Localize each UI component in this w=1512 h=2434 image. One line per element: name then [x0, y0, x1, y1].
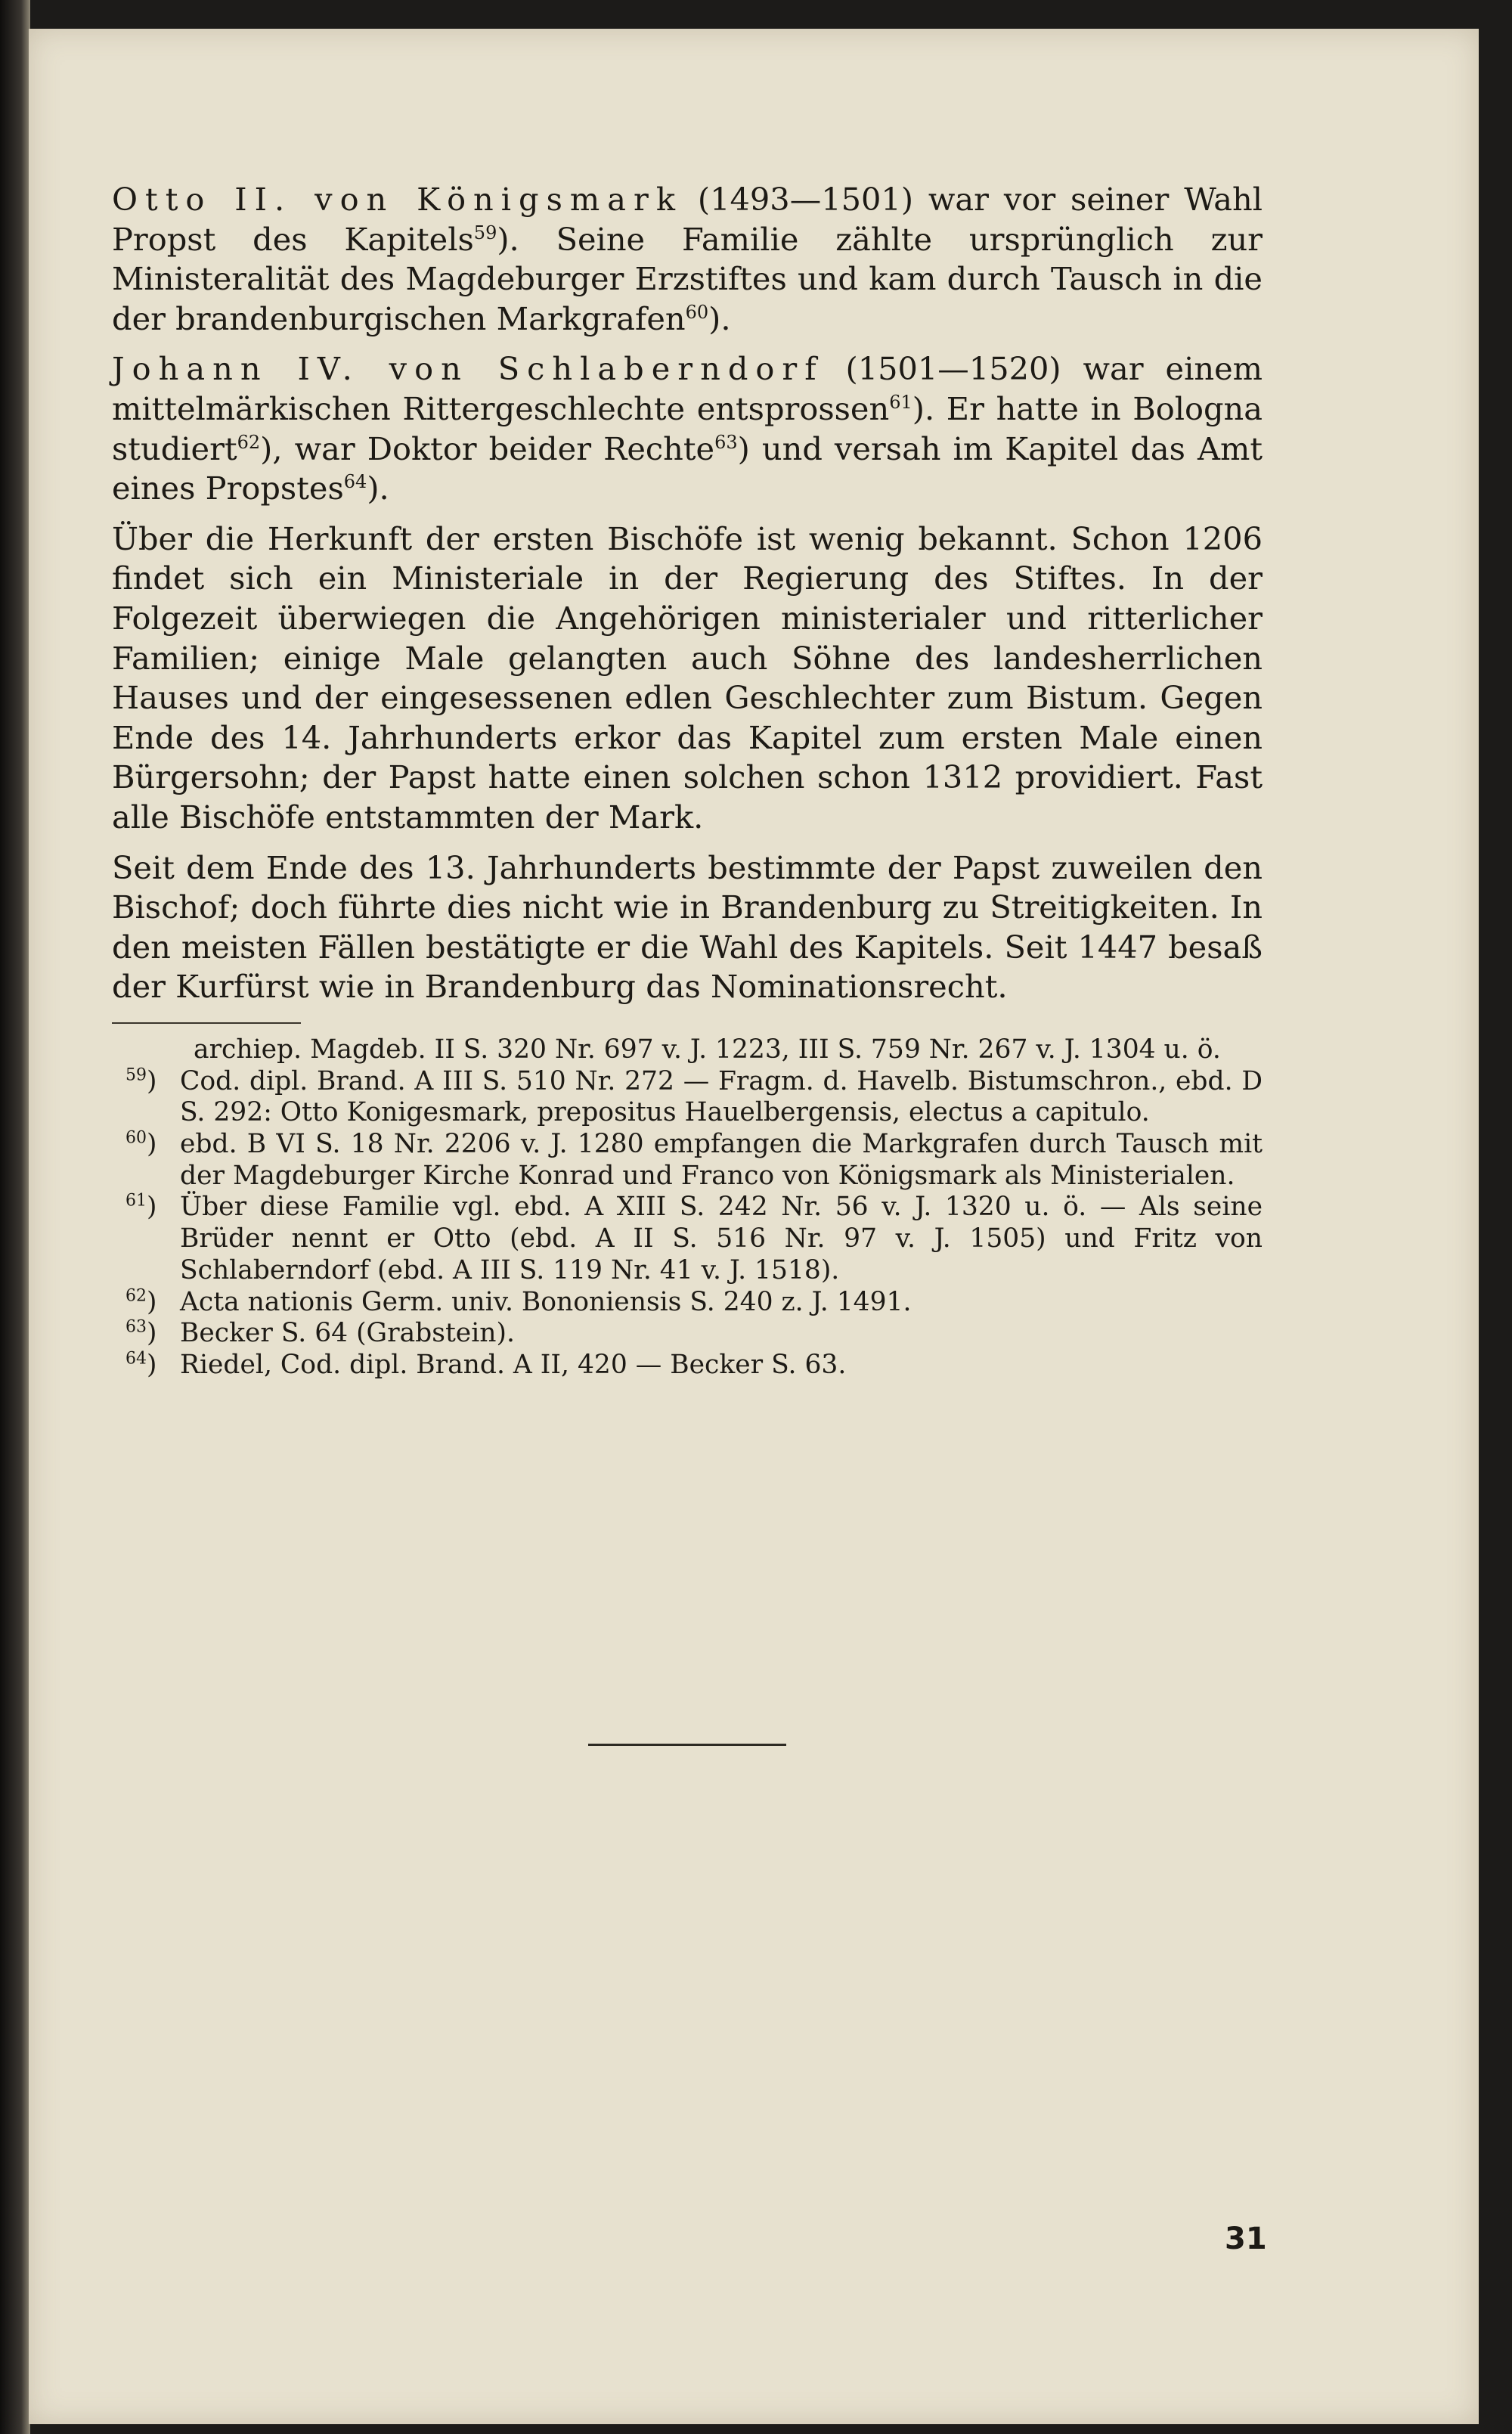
- footnote-number: $^{59}$): [125, 1065, 157, 1096]
- paragraph-otto: [112, 180, 1263, 339]
- footnote-ref: 61: [889, 392, 912, 414]
- paragraph-nomination: Seit dem Ende des 13. Jahrhunderts bestimmte der Papst zuweilen den Bischof; doch führte dies nicht wie in Brandenburg zu Streitigkeiten. In den meisten Fällen bestätigte er die Wahl des Kapitels. Seit 1447 besaß der Kurfürst wie in Brandenburg das Nominationsrecht.: [112, 848, 1263, 1006]
- footnote-number: $^{64}$): [125, 1349, 157, 1380]
- person-name: Johann IV. von Schlaberndorf: [112, 350, 824, 388]
- footnote-ref: 63: [714, 431, 738, 453]
- person-name: Otto II. von Königsmark: [112, 181, 683, 218]
- footnote-number: $^{62}$): [125, 1286, 157, 1317]
- paragraph-text: ). Seine Familie zählte ursprünglich zur Ministeralität des Magdeburger Erzstiftes und kam durch Tausch in die der brandenburgischen Markgrafen: [112, 220, 1263, 337]
- paragraph-text: ).: [708, 299, 731, 337]
- footnote-59: [112, 1066, 1263, 1129]
- footnote-number-value: 61: [125, 1191, 147, 1211]
- footnote-61: [112, 1192, 1263, 1286]
- paragraph-text: (1493—1501) war vor seiner Wahl Propst des Kapitels: [112, 181, 1263, 258]
- footnote-text: ebd. B VI S. 18 Nr. 2206 v. J. 1280 empfangen die Markgrafen durch Tausch mit der Magdeburger Kirche Konrad und Franco von Königsmark als Ministerialen.: [180, 1128, 1263, 1191]
- footnote-60: [112, 1129, 1263, 1192]
- book-page: [29, 29, 1479, 2424]
- footnote-number-value: 63: [125, 1317, 147, 1337]
- footnote-continuation: archiep. Magdeb. II S. 320 Nr. 697 v. J. 1223, III S. 759 Nr. 267 v. J. 1304 u. ö.: [194, 1034, 1221, 1065]
- footnote-62: [112, 1287, 1263, 1319]
- footnote-divider: [112, 1022, 301, 1024]
- footnote-ref: 64: [343, 471, 367, 493]
- footnote-ref: 59: [473, 222, 497, 243]
- footnote-text: Acta nationis Germ. univ. Bononiensis S. 240 z. J. 1491.: [180, 1286, 912, 1317]
- main-text: [112, 180, 1263, 1381]
- paragraph-herkunft: Über die Herkunft der ersten Bischöfe ist wenig bekannt. Schon 1206 findet sich ein Ministeriale in der Regierung des Stiftes. In der Folgezeit überwiegen die Angehörigen ministerialer und ritterlicher Familien; einige Male gelangten auch Söhne des landesherrlichen Hauses und der eingesessenen edlen Geschlechter zum Bistum. Gegen Ende des 14. Jahrhunderts erkor das Kapitel zum ersten Male einen Bürgersohn; der Papst hatte einen solchen schon 1312 providiert. Fast alle Bischöfe entstammten der Mark.: [112, 519, 1263, 836]
- footnote-ref: 60: [685, 301, 709, 323]
- footnote-text: Cod. dipl. Brand. A III S. 510 Nr. 272 — Fragm. d. Havelb. Bistumschron., ebd. D S. 292: Otto Konigesmark, prepositus Hauelbergensis, electus a capitulo.: [180, 1065, 1263, 1128]
- paragraph-text: ). Er hatte in Bologna studiert: [112, 389, 1263, 467]
- paragraph-text: ).: [367, 470, 389, 507]
- footnote-number-value: 64: [125, 1349, 147, 1369]
- footnote-number: $^{61}$): [125, 1191, 157, 1223]
- footnote-number-value: 62: [125, 1286, 147, 1305]
- footnotes: [112, 1034, 1263, 1381]
- footnote-number: $^{63}$): [125, 1317, 157, 1349]
- paragraph-text: (1501—1520) war einem mittelmärkischen Rittergeschlechte entsprossen: [112, 350, 1263, 427]
- footnote-number-value: 59: [125, 1065, 147, 1085]
- book-spine-shadow: [0, 0, 30, 2434]
- footnote-number: $^{60}$): [125, 1128, 157, 1159]
- paragraph-text: ) und versah im Kapitel das Amt eines Propstes: [112, 429, 1263, 507]
- page-number: 31: [1225, 2222, 1267, 2256]
- footnote-ref: 62: [237, 431, 261, 453]
- footnote-63: [112, 1318, 1263, 1350]
- paragraph-johann: [112, 349, 1263, 508]
- footnote-text: Riedel, Cod. dipl. Brand. A II, 420 — Becker S. 63.: [180, 1349, 847, 1380]
- footnote-number-value: 60: [125, 1128, 147, 1148]
- footnote-text: Becker S. 64 (Grabstein).: [180, 1318, 515, 1349]
- section-end-rule: [588, 1744, 786, 1746]
- footnote-text: Über diese Familie vgl. ebd. A XIII S. 242 Nr. 56 v. J. 1320 u. ö. — Als seine Brüder nennt er Otto (ebd. A II S. 516 Nr. 97 v. J. 1505) und Fritz von Schlaberndorf (ebd. A III S. 119 Nr. 41 v. J. 1518).: [180, 1192, 1263, 1285]
- paragraph-text: ), war Doktor beider Rechte: [260, 429, 715, 467]
- footnote-64: [112, 1350, 1263, 1381]
